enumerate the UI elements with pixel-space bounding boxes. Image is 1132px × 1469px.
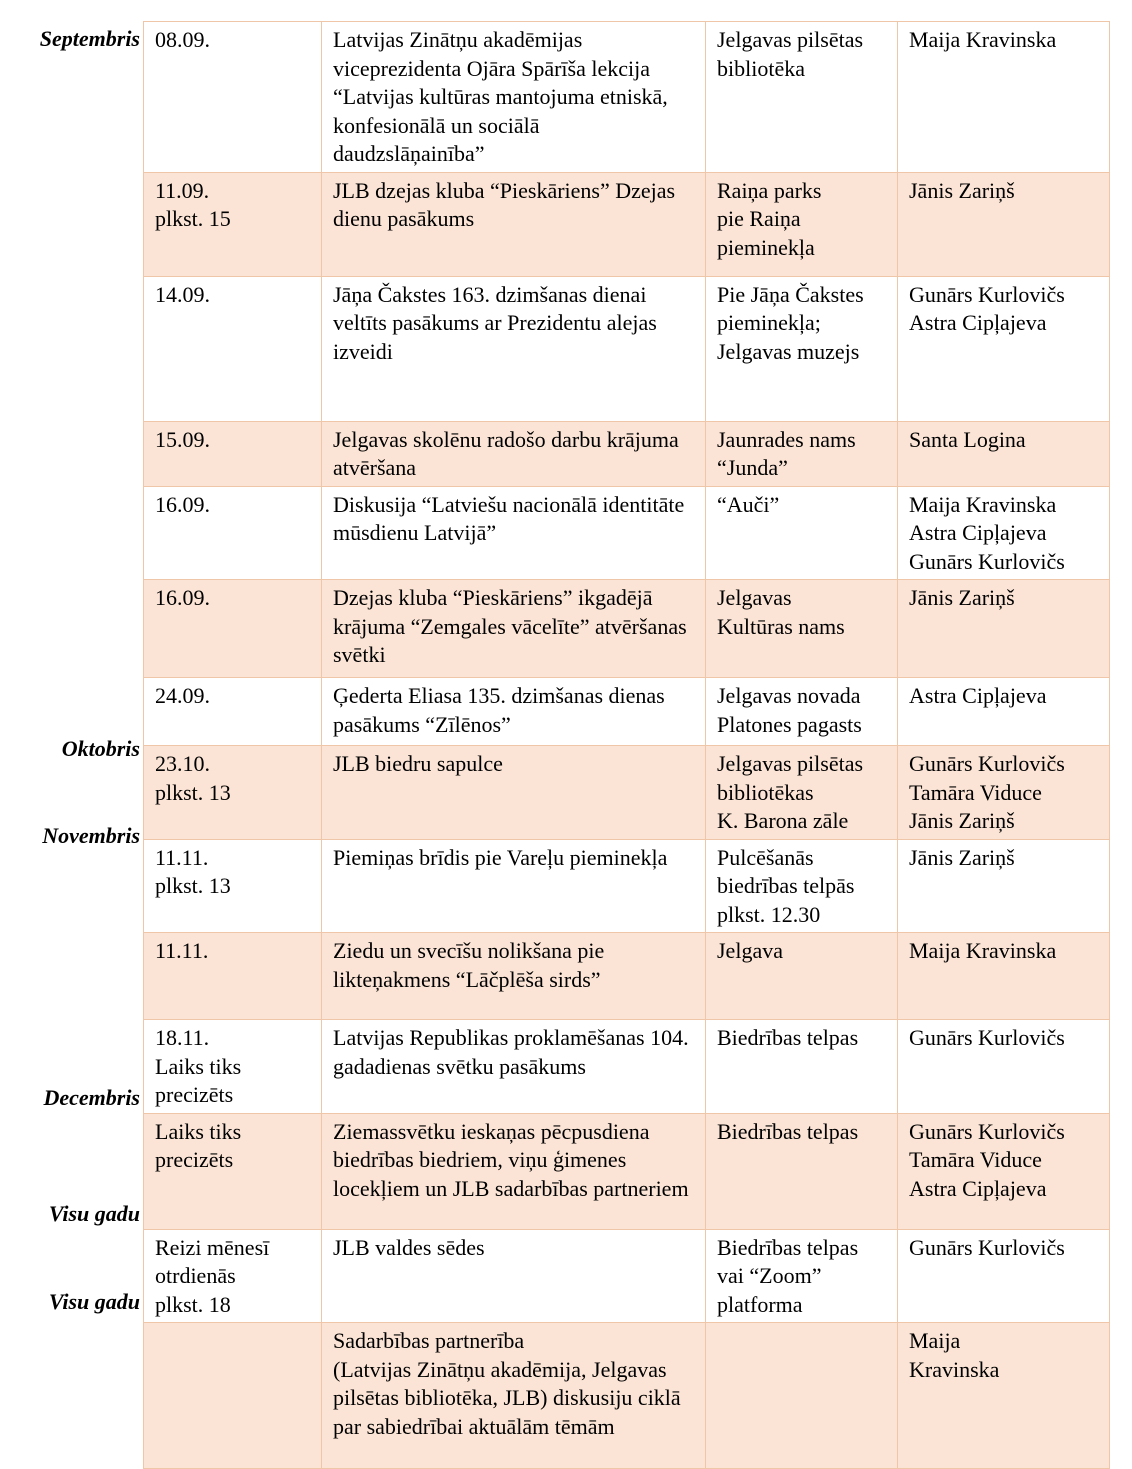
table-row [144, 746, 1110, 840]
date-cell: 23.10. plkst. 13 [144, 746, 322, 840]
month-label-decembris: Decembris [43, 1085, 140, 1110]
place-cell: Jelgavas novada Platones pagasts [706, 678, 898, 746]
table-row [144, 1323, 1110, 1469]
event-cell: JLB dzejas kluba “Pieskāriens” Dzejas dienu pasākums [322, 172, 706, 276]
table-row [144, 486, 1110, 580]
responsible-cell: Maija Kravinska [898, 1323, 1110, 1469]
date-cell: 11.11. plkst. 13 [144, 839, 322, 933]
place-cell: “Auči” [706, 486, 898, 580]
place-cell: Biedrības telpas [706, 1020, 898, 1114]
date-cell: 16.09. [144, 580, 322, 678]
responsible-cell: Santa Logina [898, 421, 1110, 486]
place-cell: Jelgava [706, 933, 898, 1020]
event-cell: Latvijas Republikas proklamēšanas 104. gadadienas svētku pasākums [322, 1020, 706, 1114]
responsible-cell: Gunārs Kurlovičs Astra Cipļajeva [898, 276, 1110, 421]
table-row [144, 172, 1110, 276]
date-cell [144, 1323, 322, 1469]
event-cell: Dzejas kluba “Pieskāriens” ikgadējā krājuma “Zemgales vācelīte” atvēršanas svētki [322, 580, 706, 678]
table-row [144, 678, 1110, 746]
date-cell: 11.09. plkst. 15 [144, 172, 322, 276]
date-cell: 08.09. [144, 22, 322, 173]
event-cell: Ziemassvētku ieskaņas pēcpusdiena biedrības biedriem, viņu ģimenes locekļiem un JLB sadarbības partneriem [322, 1113, 706, 1229]
date-cell: 14.09. [144, 276, 322, 421]
responsible-cell: Gunārs Kurlovičs Tamāra Viduce Jānis Zariņš [898, 746, 1110, 840]
date-cell: Reizi mēnesī otrdienās plkst. 18 [144, 1229, 322, 1323]
table-row [144, 839, 1110, 933]
event-cell: Sadarbības partnerība (Latvijas Zinātņu akadēmija, Jelgavas pilsētas bibliotēka, JLB) diskusiju ciklā par sabiedrībai aktuālām tēmām [322, 1323, 706, 1469]
place-cell: Jelgavas pilsētas bibliotēka [706, 22, 898, 173]
date-cell: 16.09. [144, 486, 322, 580]
place-cell: Biedrības telpas vai “Zoom” platforma [706, 1229, 898, 1323]
month-label-septembris: Septembris [39, 26, 140, 51]
responsible-cell: Jānis Zariņš [898, 172, 1110, 276]
table-row [144, 1113, 1110, 1229]
responsible-cell: Jānis Zariņš [898, 839, 1110, 933]
event-cell: Jelgavas skolēnu radošo darbu krājuma atvēršana [322, 421, 706, 486]
date-cell: 11.11. [144, 933, 322, 1020]
table-row [144, 1020, 1110, 1114]
month-label-visu-gadu: Visu gadu [48, 1201, 140, 1226]
responsible-cell: Maija Kravinska [898, 933, 1110, 1020]
event-cell: Diskusija “Latviešu nacionālā identitāte mūsdienu Latvijā” [322, 486, 706, 580]
table-row [144, 276, 1110, 421]
date-cell: 18.11. Laiks tiks precizēts [144, 1020, 322, 1114]
responsible-cell: Maija Kravinska Astra Cipļajeva Gunārs Kurlovičs [898, 486, 1110, 580]
month-label-oktobris: Oktobris [61, 736, 140, 761]
responsible-cell: Gunārs Kurlovičs [898, 1229, 1110, 1323]
date-cell: 24.09. [144, 678, 322, 746]
place-cell: Jelgavas Kultūras nams [706, 580, 898, 678]
table-row [144, 933, 1110, 1020]
responsible-cell: Gunārs Kurlovičs [898, 1020, 1110, 1114]
event-cell: JLB biedru sapulce [322, 746, 706, 840]
place-cell: Pie Jāņa Čakstes pieminekļa; Jelgavas muzejs [706, 276, 898, 421]
event-cell: Ģederta Eliasa 135. dzimšanas dienas pasākums “Zīlēnos” [322, 678, 706, 746]
responsible-cell: Maija Kravinska [898, 22, 1110, 173]
place-cell: Jelgavas pilsētas bibliotēkas K. Barona zāle [706, 746, 898, 840]
event-cell: Piemiņas brīdis pie Vareļu pieminekļa [322, 839, 706, 933]
event-cell: Latvijas Zinātņu akadēmijas viceprezidenta Ojāra Spārīša lekcija “Latvijas kultūras mantojuma etniskā, konfesionālā un sociālā daudzslāņainība” [322, 22, 706, 173]
date-cell: 15.09. [144, 421, 322, 486]
table-row [144, 1229, 1110, 1323]
responsible-cell: Jānis Zariņš [898, 580, 1110, 678]
event-cell: Jāņa Čakstes 163. dzimšanas dienai veltīts pasākums ar Prezidentu alejas izveidi [322, 276, 706, 421]
table-row [144, 580, 1110, 678]
date-cell: Laiks tiks precizēts [144, 1113, 322, 1229]
event-cell: Ziedu un svecīšu nolikšana pie likteņakmens “Lāčplēša sirds” [322, 933, 706, 1020]
responsible-cell: Gunārs Kurlovičs Tamāra Viduce Astra Cipļajeva [898, 1113, 1110, 1229]
place-cell: Raiņa parks pie Raiņa pieminekļa [706, 172, 898, 276]
responsible-cell: Astra Cipļajeva [898, 678, 1110, 746]
event-schedule-table [143, 21, 1110, 1469]
place-cell: Jaunrades nams “Junda” [706, 421, 898, 486]
table-row [144, 22, 1110, 173]
month-label-novembris: Novembris [42, 823, 140, 848]
month-label-visu-gadu: Visu gadu [48, 1289, 140, 1314]
table-row [144, 421, 1110, 486]
place-cell [706, 1323, 898, 1469]
event-cell: JLB valdes sēdes [322, 1229, 706, 1323]
place-cell: Biedrības telpas [706, 1113, 898, 1229]
place-cell: Pulcēšanās biedrības telpās plkst. 12.30 [706, 839, 898, 933]
